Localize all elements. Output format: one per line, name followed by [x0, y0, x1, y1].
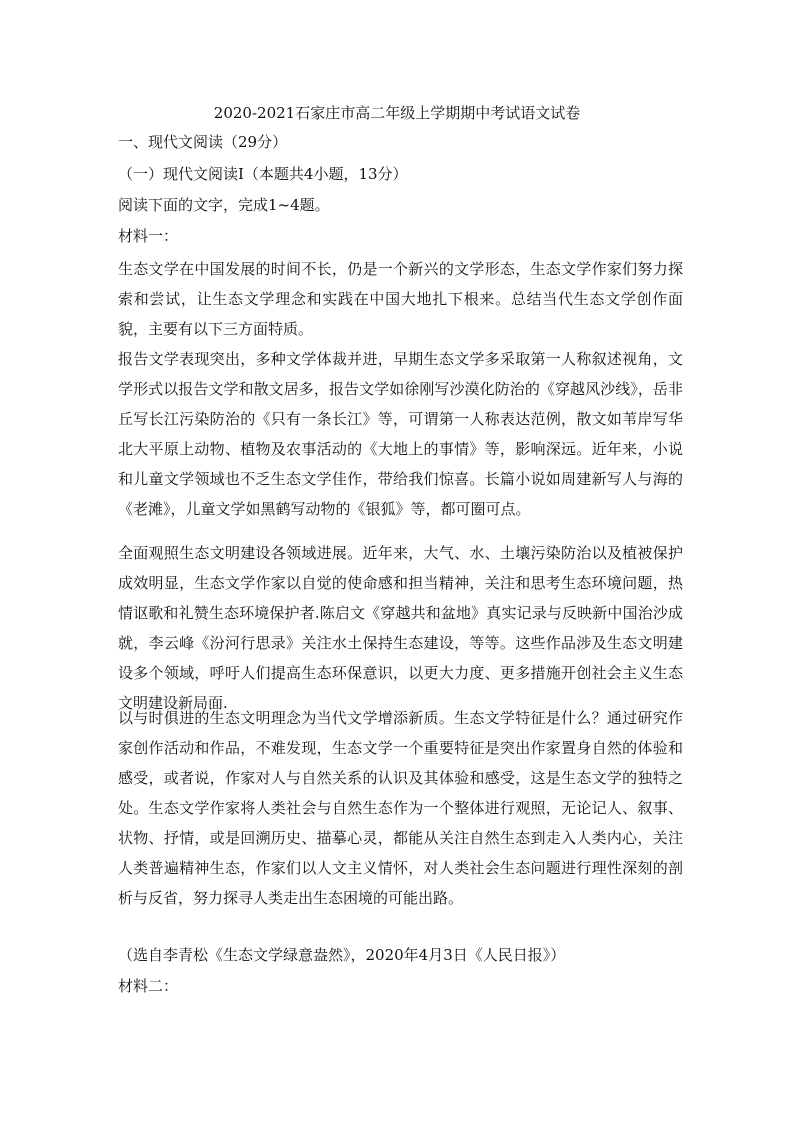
- reading-instruction: 阅读下面的文字，完成1~4题。: [118, 196, 330, 214]
- source-note: （选自李青松《生态文学绿意盎然》，2020年4月3日《人民日报》）: [118, 946, 566, 964]
- material-two-label: 材料二：: [118, 977, 179, 995]
- page-title: 2020-2021石家庄市高二年级上学期期中考试语文试卷: [213, 104, 581, 122]
- section-heading: 一、现代文阅读（29分）: [118, 133, 288, 151]
- paragraph-1: 生态文学在中国发展的时间不长，仍是一个新兴的文学形态，生态文学作家们努力探索和尝试，让生态文学理念和实践在中国大地扎下根来。总结当代生态文学创作面貌，主要有以下三方面特质。: [118, 260, 683, 338]
- material-one-label: 材料一：: [118, 227, 179, 245]
- paragraph-4: 以与时俱进的生态文明理念为当代文学增添新质。生态文学特征是什么？通过研究作家创作活动和作品，不难发现，生态文学一个重要特征是突出作家置身自然的体验和感受，或者说，作家对人与自然关系的认识及其体验和感受，这是生态文学的独特之处。生态文学作家将人类社会与自然生态作为一个整体进行观照，无论记人、叙事、状物、抒情，或是回溯历史、描摹心灵，都能从关注自然生态到走入人类内心，关注人类普遍精神生态，作家们以人文主义情怀，对人类社会生态问题进行理性深刻的剖析与反省，努力探寻人类走出生态困境的可能出路。: [118, 709, 683, 907]
- subsection-heading: （一）现代文阅读Ⅰ（本题共4小题，13分）: [118, 165, 408, 183]
- paragraph-2: 报告文学表现突出，多种文学体裁并进，早期生态文学多采取第一人称叙述视角，文学形式以报告文学和散文居多，报告文学如徐刚写沙漠化防治的《穿越风沙线》，岳非丘写长江污染防治的《只有一条长江》等，可谓第一人称表达范例，散文如苇岸写华北大平原上动物、植物及农事活动的《大地上的事情》等，影响深远。近年来，小说和儿童文学领域也不乏生态文学佳作，带给我们惊喜。长篇小说如周建新写人与海的《老滩》，儿童文学如黑鹤写动物的《银狐》等，都可圈可点。: [118, 350, 683, 518]
- paragraph-3: 全面观照生态文明建设各领域进展。近年来，大气、水、土壤污染防治以及植被保护成效明显，生态文学作家以自觉的使命感和担当精神，关注和思考生态环境问题，热情讴歌和礼赞生态环境保护者.陈启文《穿越共和盆地》真实记录与反映新中国治沙成就，李云峰《汾河行思录》关注水土保持生态建设，等等。这些作品涉及生态文明建设多个领域，呼吁人们提高生态环保意识，以更大力度、更多措施开创社会主义生态文明建设新局面.: [118, 544, 683, 712]
